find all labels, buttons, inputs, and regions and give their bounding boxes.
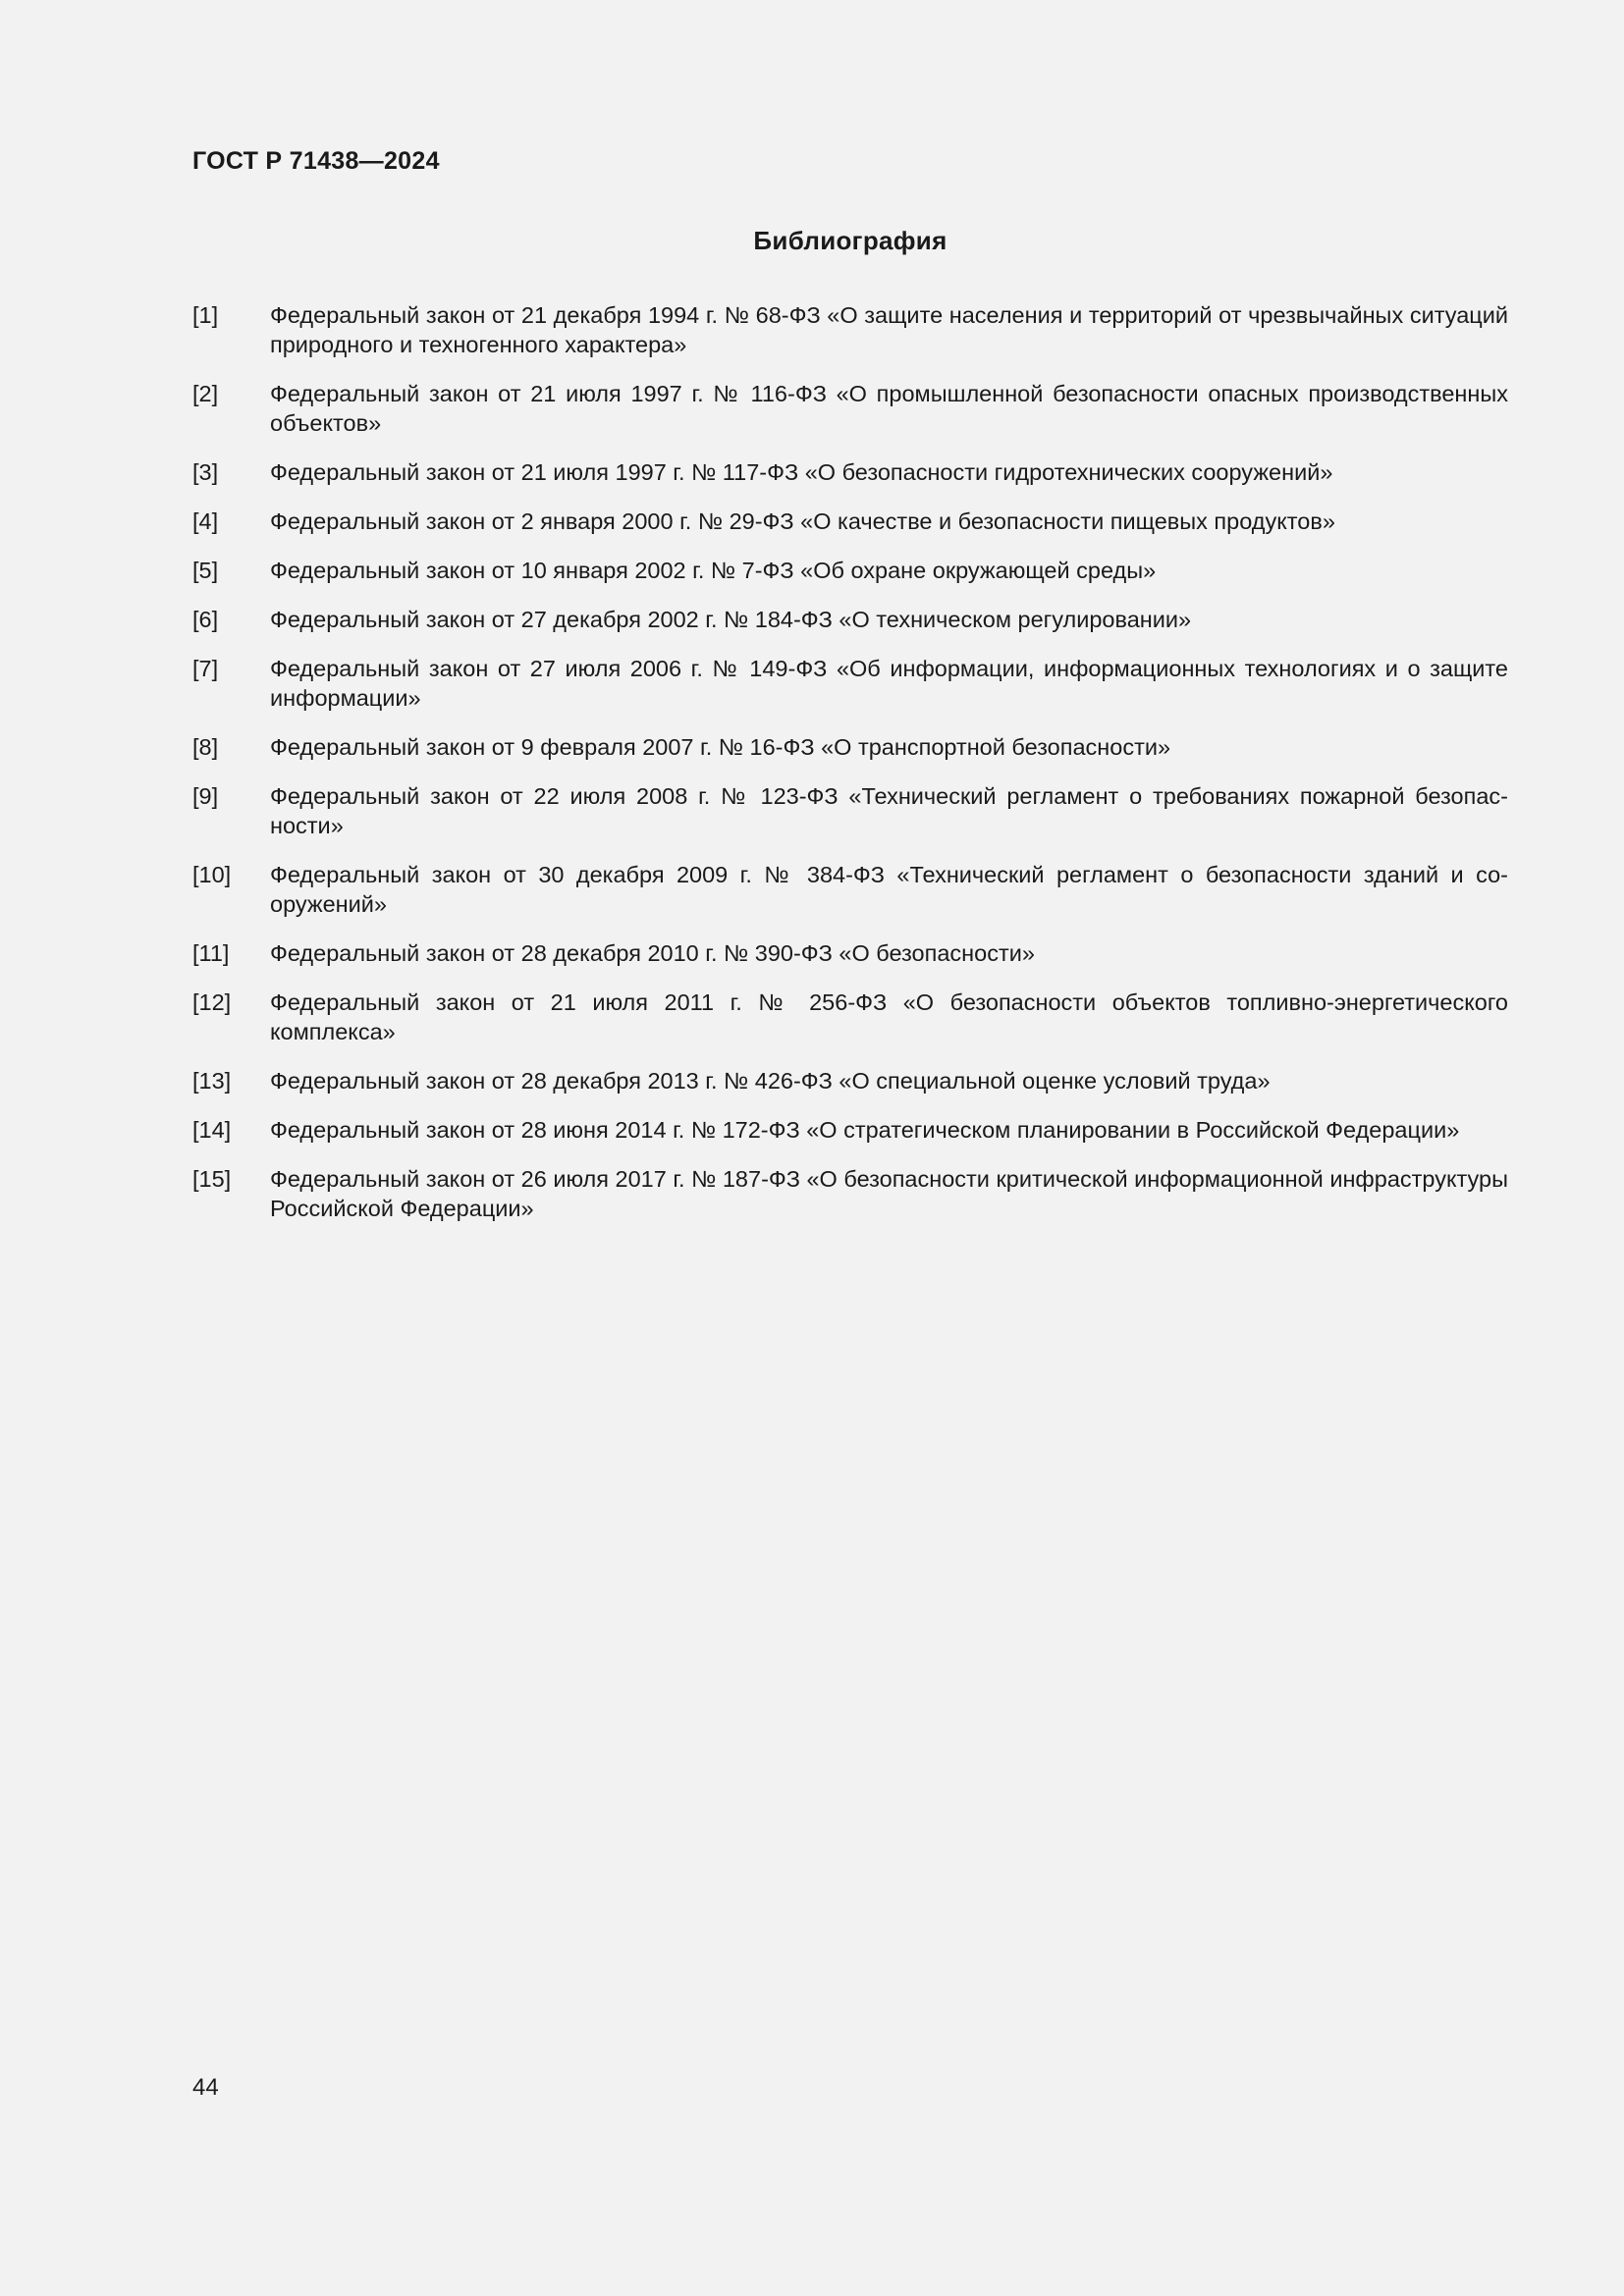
bibliography-item-15 [192,1164,1508,1223]
bibliography-item-number: [15] [192,1166,232,1192]
bibliography-item-text: Федеральный закон от 28 декабря 2013 г. № 426-ФЗ «О специальной оценке условий труда» [270,1068,1271,1094]
bibliography-item-4 [192,507,1508,536]
section-title: Библиография [753,226,947,255]
bibliography-item-text: Федеральный закон от 10 января 2002 г. № 7-ФЗ «Об охране окружающей среды» [270,558,1157,583]
bibliography-item-text: Федеральный закон от 27 декабря 2002 г. № 184-ФЗ «О техническом регулировании» [270,607,1192,632]
bibliography-item-1 [192,300,1508,359]
bibliography-item-number: [9] [192,783,219,809]
bibliography-item-number: [2] [192,381,219,406]
bibliography-item-2 [192,379,1508,438]
bibliography-item-number: [7] [192,656,219,681]
page-number: 44 [192,2074,219,2101]
bibliography-item-3 [192,457,1508,487]
bibliography-item-text: Федеральный закон от 27 июля 2006 г. № 149-ФЗ «Об информации, информационных технологиях и о защите информации» [270,656,1508,711]
bibliography-item-text: Федеральный закон от 21 июля 2011 г. № 256-ФЗ «О безопасности объектов топливно-энергетического комплекса» [270,989,1508,1044]
bibliography-item-number: [13] [192,1068,232,1094]
bibliography-item-number: [5] [192,558,219,583]
bibliography-item-number: [3] [192,459,219,485]
bibliography-item-number: [14] [192,1117,232,1143]
bibliography-item-number: [6] [192,607,219,632]
bibliography-item-13 [192,1066,1508,1095]
bibliography-item-text: Федеральный закон от 28 июня 2014 г. № 172-ФЗ «О стратегическом планировании в Российской Федерации» [270,1117,1460,1143]
bibliography-item-number: [8] [192,734,219,760]
bibliography-item-5 [192,556,1508,585]
bibliography-item-text: Федеральный закон от 9 февраля 2007 г. № 16-ФЗ «О транспортной безопасности» [270,734,1171,760]
bibliography-item-text: Федеральный закон от 22 июля 2008 г. № 123-ФЗ «Технический регламент о требованиях пожарной безопасности» [270,783,1508,838]
bibliography-item-text: Федеральный закон от 28 декабря 2010 г. № 390-ФЗ «О безопасности» [270,940,1035,966]
bibliography-item-11 [192,938,1508,968]
bibliography-item-12 [192,988,1508,1046]
bibliography-list [192,300,1508,1243]
bibliography-item-text: Федеральный закон от 21 июля 1997 г. № 117-ФЗ «О безопасности гидротехнических сооружений» [270,459,1333,485]
bibliography-item-text: Федеральный закон от 2 января 2000 г. № 29-ФЗ «О качестве и безопасности пищевых продуктов» [270,508,1335,534]
bibliography-item-10 [192,860,1508,919]
bibliography-item-number: [11] [192,940,230,966]
bibliography-item-number: [12] [192,989,232,1015]
bibliography-item-text: Федеральный закон от 30 декабря 2009 г. № 384-ФЗ «Технический регламент о безопасности зданий и сооружений» [270,862,1508,917]
document-code: ГОСТ Р 71438—2024 [192,147,440,175]
bibliography-item-number: [4] [192,508,219,534]
bibliography-item-9 [192,781,1508,840]
bibliography-item-number: [10] [192,862,232,887]
bibliography-item-7 [192,654,1508,713]
bibliography-item-14 [192,1115,1508,1145]
bibliography-item-text: Федеральный закон от 26 июля 2017 г. № 187-ФЗ «О безопасности критической информационной инфраструктуры Российской Федерации» [270,1166,1508,1221]
bibliography-item-6 [192,605,1508,634]
bibliography-item-8 [192,732,1508,762]
bibliography-item-text: Федеральный закон от 21 июля 1997 г. № 116-ФЗ «О промышленной безопасности опасных производственных объектов» [270,381,1508,436]
bibliography-item-text: Федеральный закон от 21 декабря 1994 г. № 68-ФЗ «О защите населения и территорий от чрезвычайных ситуаций природного и техногенного характера» [270,302,1508,357]
bibliography-item-number: [1] [192,302,219,328]
